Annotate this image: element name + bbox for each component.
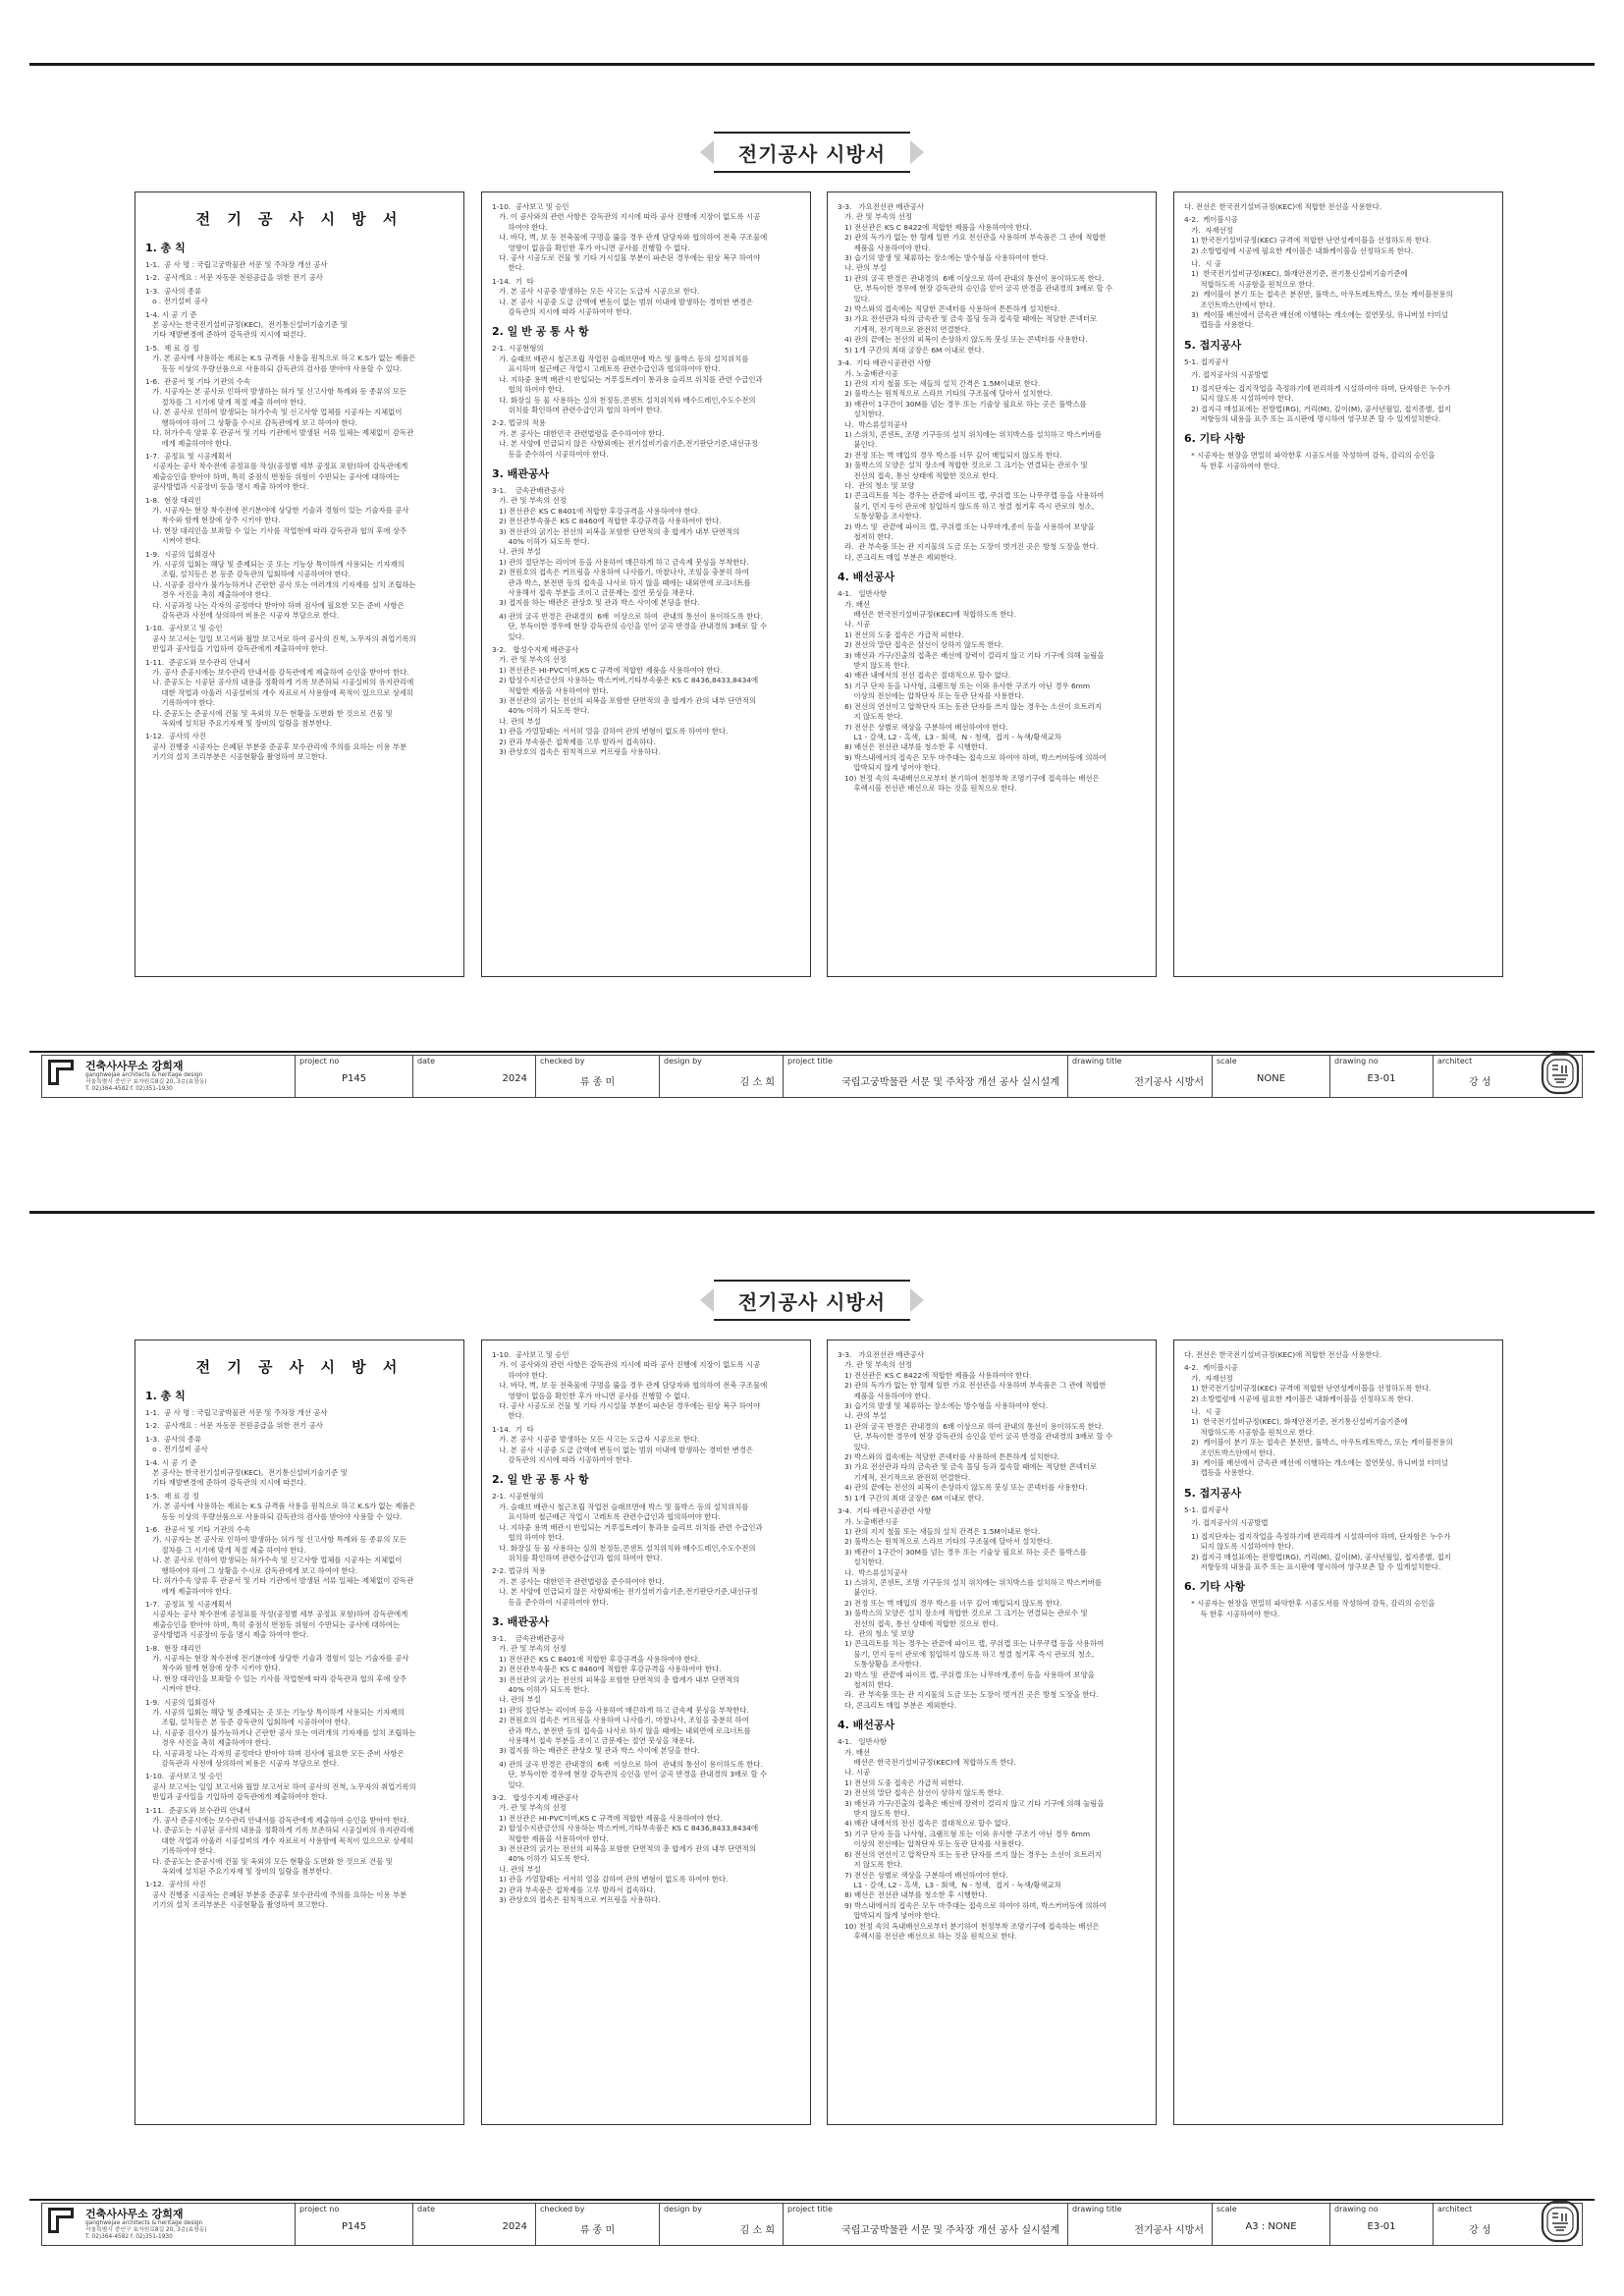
title-block — [41, 2203, 1583, 2246]
spec-paragraph: 1-11. 준공도와 보수관리 안내서 가. 공사 준공시에는 보수관리 안내서를 감독관에게 제출하여 승인을 받아야 한다. 나. 준공도는 시공된 공사의 내용을 정확하게 기록 보존하되 시공실비의 유지관리에 대한 작업과 아울러 시공설비의 개수 자료로서 사용함에 목적이 있으므로 상세히 기록하여야 한다. 다. 준공도는 준공시에 건물 및 옥외의 모든 현황을 도면화 한 것으로 건물 및 옥외에 설치된 주요기자재 및 장비의 일람을 첨부한다. — [145, 657, 414, 729]
scale-cell — [1213, 2204, 1330, 2245]
spec-paragraph: 1-2. 공사개요 : 서문 자동문 전원공급을 위한 전기 공사 — [145, 1421, 323, 1431]
drawing-title-value: 전기공사 시방서 — [1134, 2225, 1204, 2236]
spec-paragraph: 1-10. 공사보고 및 승인 공사 보고서는 일일 보고서와 월말 보고서로 하여 공사의 진척, 노무자의 취업기록의 반입과 공사일을 기입하여 감독관에게 제출하여야 한다. — [145, 1772, 416, 1802]
spec-banner-title: 전기공사 시방서 — [714, 132, 910, 173]
section-heading: 4. 배선공사 — [838, 571, 895, 584]
spec-paragraph: 3-4. 기타 배관시공관련 사항 가. 노출배관시공 1) 관의 지지 철물 또는 새들의 설치 간격은 1.5M이내로 한다. 2) 풀박스는 원칙적으로 스라브 기타의 구조물에 달아서 설치한다. 3) 배관이 1구간이 30M를 넘는 경우 또는 기술상 필요로 하는 곳은 풀박스를 설치한다. 나. 박스류설치공사 1) 스위치, 콘센트, 조명 기구등의 설치 위치에는 위치박스를 설치하고 박스커버를 붙인다. 2) 전정 또는 벽 매입의 경우 박스를 너무 깊어 매입되지 않도록 한다. 3) 풀박스의 모양은 설치 장소에 적합한 것으로 그 크기는 연결되는 관로수 및 전선의 접속, 통선 상태에 적합한 것으로 한다. 다. 관의 청소 및 보양 1) 콘크리트를 치는 경우는 관끝에 파이프 캡, 쿠쉬캡 또는 나무쿠캡 등을 사용하여 물기, 먼지 등이 관로에 침입하지 않도록 하고 청결 철거후 즉시 관로의 청소, 도통상황을 조사한다. 2) 박스 및 관끝에 파이프 캡, 쿠쉬캡 또는 나무마개,종이 등을 사용하여 보양을 철저히 한다. 라. 관 부속품 또는 관 지지물의 도금 또는 도장이 벗겨진 곳은 방청 도장을 한다. 다, 콘크리트 매입 부분은 제외한다. — [838, 358, 1105, 562]
section-heading: 1. 총 칙 — [145, 1390, 186, 1402]
project-no-value: P145 — [341, 1073, 367, 1084]
spec-paragraph: 나. 시 공 1) 한국전기설비규정(KEC), 화재안전기준, 전기통신설비기술기준에 적합하도록 시공함을 원칙으로 한다. 2) 케이블이 분기 또는 접속은 분전반, 풀박스, 아우트레트박스, 또는 케이블전용의 조인트박스안에서 한다. 3) 케이블 배선에서 금속관 배선에 이행하는 개소에는 절연붓싱, 유니버셜 터미널 캡등을 사용한다. — [1191, 259, 1453, 330]
project-title-label: project title — [787, 2205, 833, 2214]
spec-paragraph: 3-2. 합성수지제 배관공사 가. 관 및 부속의 선정 1) 전선관은 HI-PVC이며,KS C 규격에 적합한 제품을 사용하여야 한다. 2) 합성수지관금산의 사용하는 박스커버,기타부속품은 KS C 8436,8433,8434에 적합한 제품을 사용하여야 한다. 3) 전선관의 굵기는 전선의 피복을 포함한 단면적의 총 합계가 관의 내부 단면적의 40% 이하가 되도록 한다. 나. 관의 부설 1) 관을 가열할때는 서서히 열을 감하여 관의 변형이 없도록 하여야 한다. 2) 관과 부속품은 접착제를 고루 발라서 접속하다. 3) 관상호의 접속은 원칙적으로 커프링을 사용하다. — [492, 645, 759, 757]
section-heading: 5. 접지공사 — [1184, 338, 1242, 352]
spec-paragraph: 나. 시 공 1) 한국전기설비규정(KEC), 화재안전기준, 전기통신설비기술기준에 적합하도록 시공함을 원칙으로 한다. 2) 케이블이 분기 또는 접속은 분전반, 풀박스, 아우트레트박스, 또는 케이블전용의 조인트박스안에서 한다. 3) 케이블 배선에서 금속관 배선에 이행하는 개소에는 절연붓싱, 유니버셜 터미널 캡등을 사용한다. — [1191, 1407, 1453, 1478]
spec-paragraph: 4-1. 일반사항 가. 배선 배선은 한국전기설비규정(KEC)에 적합하도록 한다. 나. 시공 1) 전선의 도중 접속은 가급적 피한다. 2) 전선의 말단 접속은 삼선이 상하지 않도록 한다. 3) 배선과 가구/진출의 접촉은 배선에 장력이 걸리지 않고 기타 기구에 의해 눌림을 받지 않도록 한다. 4) 배관 내에서의 전선 접속은 절대적으로 할수 없다. 5) 기구 단자 등을 나사형, 크램프형 또는 이와 유사한 구조가 아닌 경우 6mm 이상의 전선에는 압착단자 또는 동관 단자를 사용한다. 6) 전선의 연선이고 압착단자 또는 동관 단자를 쓰지 않는 경우는 소선이 흐트러지 지 않도록 한다. 7) 전선은 상별로 색상을 구분하여 배선하여야 한다. L1 - 갈색, L2 - 흑색, L3 - 회색, N - 청색, 접지 - 녹색/황색교차 8) 배선은 전선관 내부를 청소한 후 시행한다. 9) 박스내에서의 접속은 모두 마주대는 접속으로 하여야 하며, 박스커버등에 의하여 압박되지 않게 넣어야 한다. 10) 천정 속의 옥내배선으로부터 분기하여 천정부착 조명기구에 접속하는 배선은 후렉시블 전선관 배선으로 하는 것을 원칙으로 한다. — [838, 589, 1107, 793]
firm-name-en: ganghwejae architects & heritage design — [85, 1072, 203, 1078]
spec-paragraph: 3-3. 가요전선관 배관공사 가. 관 및 부속의 선정 1) 전선관은 KS C 8422에 적합한 제품을 사용하여야 한다. 2) 관의 독가가 없는 한 혈제 일반 가요 전선관을 사용하며 부속품은 그 관에 적합한 제품을 사용하여야 한다. 3) 습기의 발생 및 체류하는 장소에는 방수형을 사용하여야 한다. 나. 관의 부설 1) 관의 굴곡 반경은 관내경의 6배 이상으로 하여 관내의 통선이 용이하도록 한다. 단, 부득이한 경우에 현장 감독관의 승인을 얻어 굴곡 반경을 관내경의 3배로 할 수 있다. 2) 박스와의 접속에는 적당한 콘넥터를 사용하여 튼튼하게 설치한다. 3) 가요 전선관과 타의 금속관 및 금속 몰딩 등과 접속할 때에는 적당한 콘넥터로 기계적, 전기적으로 완전히 연결한다. 4) 관의 끝에는 전선의 피복이 손상하지 않도록 붓싱 또는 콘넥터를 사용한다. 5) 1개 구간의 최대 굴장은 6M 이내로 한다. — [838, 1350, 1113, 1503]
firm-logo-icon — [48, 1060, 78, 1089]
spec-paragraph: 2-1. 시공현형의 가. 슬래브 배관시 철근조립 작업전 슬래브면에 박스 및 풀박스 등의 설치위치를 표시하며 철근배근 작업시 고레토록 관련수급인과 협의하여야 한다. 나. 지하중 용벽 배관시 반입되는 거푸집트레이 통과용 슬리브 위치를 관련 수급인과 협의 하여야 한다. 다. 화장실 등 물 사용하는 실의 천정등,콘센트 설치위치와 배수드레인,수도수전의 위치를 확인하며 관련수급인과 협의 하여야 한다. — [492, 1492, 763, 1562]
checked-by-value: 류 종 미 — [579, 1077, 616, 1088]
project-no-cell — [296, 1056, 413, 1097]
spec-paragraph: 1-1. 공 사 명 : 국립고궁박물관 서문 및 주차장 개선 공사 — [145, 1408, 328, 1417]
sheet-bottom-border — [29, 2199, 1595, 2201]
date-label: date — [417, 1057, 436, 1066]
design-by-value: 김 소 희 — [739, 1077, 775, 1088]
checked-by-label: checked by — [540, 2205, 585, 2214]
firm-phone: T. 02)364-4582 f. 02)351-1930 — [85, 2234, 173, 2240]
firm-address: 서울특별시 중인구 효자원로8길 20, 3층(효창동) — [85, 2227, 207, 2233]
spec-paragraph: 1-8. 현장 대리인 가. 시공자는 현장 착수전에 전기분야에 상당한 기술과 경험이 있는 기술자를 공사 착수와 함께 현장에 상주 시키야 한다. 나. 현장 대리인을 보좌할 수 있는 기사를 작업현에 따라 감독관과 협의 후에 상주 시켜야 한다. — [145, 1643, 409, 1694]
project-no-value: P145 — [341, 2221, 367, 2232]
spec-paragraph: * 시공자는 현장을 면밀히 파악한후 시공도서를 작성하여 감독, 감리의 승인을 득 한후 시공하여야 한다. — [1191, 1599, 1435, 1618]
project-title-cell — [784, 1056, 1068, 1097]
section-heading: 3. 배관공사 — [492, 466, 550, 480]
spec-column-2 — [481, 191, 811, 977]
drawing-no-label: drawing no — [1334, 2205, 1379, 2214]
spec-banner-title: 전기공사 시방서 — [714, 1280, 910, 1321]
section-heading: 2. 일 반 공 통 사 항 — [492, 325, 589, 339]
spec-paragraph: 3-3. 가요전선관 배관공사 가. 관 및 부속의 선정 1) 전선관은 KS C 8422에 적합한 제품을 사용하여야 한다. 2) 관의 독가가 없는 한 혈제 일반 가요 전선관을 사용하며 부속품은 그 관에 적합한 제품을 사용하여야 한다. 3) 습기의 발생 및 체류하는 장소에는 방수형을 사용하여야 한다. 나. 관의 부설 1) 관의 굴곡 반경은 관내경의 6배 이상으로 하여 관내의 통선이 용이하도록 한다. 단, 부득이한 경우에 현장 감독관의 승인을 얻어 굴곡 반경을 관내경의 3배로 할 수 있다. 2) 박스와의 접속에는 적당한 콘넥터를 사용하여 튼튼하게 설치한다. 3) 가요 전선관과 타의 금속관 및 금속 몰딩 등과 접속할 때에는 적당한 콘넥터로 기계적, 전기적으로 완전히 연결한다. 4) 관의 끝에는 전선의 피복이 손상하지 않도록 붓싱 또는 콘넥터를 사용한다. 5) 1개 구간의 최대 굴장은 6M 이내로 한다. — [838, 202, 1113, 355]
checked-by-cell — [536, 2204, 660, 2245]
project-no-label: project no — [299, 2205, 340, 2214]
scale-value: A3 : NONE — [1245, 2221, 1297, 2232]
spec-paragraph: 1-12. 공사의 사진 공사 진행중 시공자는 은폐된 부분중 준공후 보수관리에 주의를 요하는 이용 부분 기기의 설치 조리부분은 시공현황을 촬영하여 보고한다. — [145, 732, 407, 762]
project-no-cell — [296, 2204, 413, 2245]
drawing-no-cell — [1330, 2204, 1434, 2245]
project-no-label: project no — [299, 1057, 340, 1066]
firm-phone: T. 02)364-4582 f. 02)351-1930 — [85, 1086, 173, 1092]
drawing-title-label: drawing title — [1072, 2205, 1122, 2214]
spec-column-1 — [135, 1339, 464, 2125]
spec-column-3 — [827, 1339, 1157, 2125]
spec-paragraph: * 시공자는 현장을 면밀히 파악한후 시공도서를 작성하여 감독, 감리의 승인을 득 한후 시공하여야 한다. — [1191, 451, 1435, 470]
spec-paragraph: 1-14. 기 타 가. 본 공사 시공중 발생하는 모든 사고는 도급자 시공으로 한다. 나. 본 공사 시공중 도급 금액에 변동이 없는 범위 이내에 발생하는 경미한 변경은 감독관의 지시에 따라 시공하여야 한다. — [492, 276, 754, 317]
architect-label: architect — [1437, 1057, 1473, 1066]
spec-paragraph: 1-12. 공사의 사진 공사 진행중 시공자는 은폐된 부분중 준공후 보수관리에 주의를 요하는 이용 부분 기기의 설치 조리부분은 시공현황을 촬영하여 보고한다. — [145, 1880, 407, 1910]
spec-paragraph: 4-2. 케이블시공 가. 자재선정 1) 한국전기설비규정(KEC) 규격에 적합한 난연성케이블을 선정하도록 한다. 2) 소방법령에 시공에 필요한 케이블은 내화케이블을 선정하도록 한다. — [1184, 215, 1432, 255]
drawing-no-label: drawing no — [1334, 1057, 1379, 1066]
date-cell — [413, 2204, 536, 2245]
drawing-title-value: 전기공사 시방서 — [1134, 1077, 1204, 1088]
architect-label: architect — [1437, 2205, 1473, 2214]
spec-paragraph: 가. 접지공사의 시공방법 — [1184, 1518, 1269, 1528]
spec-paragraph: 4) 관의 굴곡 반경은 관내경의 6배 이상으로 하여 관내의 통선이 용이하도록 한다. 단, 부득이한 경우에 현장 감독관의 승인을 얻어 굴곡 반경을 관내경의 3배로 할 수 있다. — [499, 1759, 768, 1789]
spec-paragraph: 1-7. 공정표 및 시공계획서 시공자는 공사 착수전에 공정표를 작성(공정별 세부 공정표 포함)하여 감독관에게 제출승인을 받아야 하며, 특히 중점식 번점등 위험이 수반되는 공사에 대하여는 공사방법과 시공장비 등을 명시 제출 하여야 한다. — [145, 1599, 408, 1640]
checked-by-label: checked by — [540, 1057, 585, 1066]
spec-paragraph: 1-5. 재 료 검 정 가. 본 공사에 사용하는 재료는 K.S 규격품 사용을 원칙으로 하고 K.S가 없는 제품은 동등 이상의 우량선품으로 사용하되 감독관의 검사를 받아야 사용할 수 있다. — [145, 1491, 416, 1521]
design-by-cell — [660, 1056, 784, 1097]
spec-paragraph: 1-6. 관공서 및 기타 기관의 수속 가. 시공자는 본 공사로 인하여 발생하는 허가 및 신고사항 특례와 등 종류의 모든 절차를 그 시기에 맞게 적절 제출 하여야 한다. 나. 본 공사로 인하여 발생되는 허가수속 및 신고사항 업체를 시공자는 지체없이 행하여야 하여 그 상황을 수시로 감독관에게 보고 하여야 한다. 다. 허가수속 양류 후 관공서 및 기타 기관에서 발생된 서류 일체는 제체없이 감독관 에게 제출하여야 한다. — [145, 377, 414, 448]
drawing-no-cell — [1330, 1056, 1434, 1097]
architect-cell — [1434, 2204, 1582, 2245]
firm-address: 서울특별시 중인구 효자원로8길 20, 3층(효창동) — [85, 1079, 207, 1085]
spec-paragraph: 4) 관의 굴곡 반경은 관내경의 6배 이상으로 하여 관내의 통선이 용이하도록 한다. 단, 부득이한 경우에 현장 감독관의 승인을 얻어 굴곡 반경을 관내경의 3배로 할 수 있다. — [499, 611, 768, 641]
spec-paragraph: 4-1. 일반사항 가. 배선 배선은 한국전기설비규정(KEC)에 적합하도록 한다. 나. 시공 1) 전선의 도중 접속은 가급적 피한다. 2) 전선의 말단 접속은 삼선이 상하지 않도록 한다. 3) 배선과 가구/진출의 접촉은 배선에 장력이 걸리지 않고 기타 기구에 의해 눌림을 받지 않도록 한다. 4) 배관 내에서의 전선 접속은 절대적으로 할수 없다. 5) 기구 단자 등을 나사형, 크램프형 또는 이와 유사한 구조가 아닌 경우 6mm 이상의 전선에는 압착단자 또는 동관 단자를 사용한다. 6) 전선의 연선이고 압착단자 또는 동관 단자를 쓰지 않는 경우는 소선이 흐트러지 지 않도록 한다. 7) 전선은 상별로 색상을 구분하여 배선하여야 한다. L1 - 갈색, L2 - 흑색, L3 - 회색, N - 청색, 접지 - 녹색/황색교차 8) 배선은 전선관 내부를 청소한 후 시행한다. 9) 박스내에서의 접속은 모두 마주대는 접속으로 하여야 하며, 박스커버등에 의하여 압박되지 않게 넣어야 한다. 10) 천정 속의 옥내배선으로부터 분기하여 천정부착 조명기구에 접속하는 배선은 후렉시블 전선관 배선으로 하는 것을 원칙으로 한다. — [838, 1737, 1107, 1941]
design-by-value: 김 소 희 — [739, 2225, 775, 2236]
spec-paragraph: 1-11. 준공도와 보수관리 안내서 가. 공사 준공시에는 보수관리 안내서를 감독관에게 제출하여 승인을 받아야 한다. 나. 준공도는 시공된 공사의 내용을 정확하게 기록 보존하되 시공실비의 유지관리에 대한 작업과 아울러 시공설비의 개수 자료로서 사용함에 목적이 있으므로 상세히 기록하여야 한다. 다. 준공도는 준공시에 건물 및 옥외의 모든 현황을 도면화 한 것으로 건물 및 옥외에 설치된 주요기자재 및 장비의 일람을 첨부한다. — [145, 1805, 414, 1877]
architect-name: 강 성 — [1469, 1077, 1491, 1088]
spec-paragraph: 5-1. 접지공사 — [1184, 1504, 1229, 1514]
spec-paragraph: 1-3. 공사의 종류 o . 전기설비 공사 — [145, 1434, 208, 1454]
spec-paragraph: 1-4. 시 공 기 준 본 공사는 한국전기설비규정(KEC), 전기통신설비기술기준 및 기타 재발변경에 준하여 감독관의 지시에 따른다. — [145, 1457, 348, 1488]
scale-cell — [1213, 1056, 1330, 1097]
spec-column-1 — [135, 191, 464, 977]
firm-info — [42, 2204, 296, 2245]
design-by-label: design by — [664, 1057, 702, 1066]
section-heading: 4. 배선공사 — [838, 1719, 895, 1732]
spec-paragraph: 3-1. 금속관배관공사 가. 관 및 부속의 선정 1) 전선관은 KS C 8401에 적합한 후강규격을 사용하여야 한다. 2) 전선관부속품은 KS C 8460에 적합한 후강규격을 사용하여야 한다. 3) 전선관의 굵기는 전선의 피복을 포함한 단면적의 총 합계가 내부 단면적의 40% 이하가 되도록 한다. 나. 관의 부설 1) 관의 절단부는 리이머 등을 사용하여 매끈하게 하고 금속제 붓싱을 부착한다. 2) 전원호의 접속은 커프링을 사용하여 나사를기, 마찰나사, 조임을 충분히 하여 관과 박스, 분전반 등의 접속을 나사로 하지 않을 때에는 내외면에 로크너트를 사용해서 접속 부분을 조이고 금문제는 절연 붓싱을 채운다. 3) 접지를 하는 배관은 관상호 및 관과 박스 사이에 본딩을 한다. — [492, 1633, 751, 1756]
spec-paragraph: 다. 전선은 한국전기설비규정(KEC)에 적합한 전선을 사용한다. — [1184, 1350, 1382, 1359]
spec-paragraph: 1-10. 공사보고 및 승인 공사 보고서는 일일 보고서와 월말 보고서로 하여 공사의 진척, 노무자의 취업기록의 반입과 공사일을 기입하여 감독관에게 제출하여야 한다. — [145, 624, 416, 654]
spec-paragraph: 1-3. 공사의 종류 o . 전기설비 공사 — [145, 286, 208, 306]
spec-paragraph: 가. 접지공사의 시공방법 — [1184, 370, 1269, 380]
spec-paragraph: 1-7. 공정표 및 시공계획서 시공자는 공사 착수전에 공정표를 작성(공정별 세부 공정표 포함)하여 감독관에게 제출승인을 받아야 하며, 특히 중점식 번점등 위험이 수반되는 공사에 대하여는 공사방법과 시공장비 등을 명시 제출 하여야 한다. — [145, 451, 408, 492]
firm-name: 건축사사무소 강희재 — [85, 2208, 184, 2220]
spec-paragraph: 다. 전선은 한국전기설비규정(KEC)에 적합한 전선을 사용한다. — [1184, 202, 1382, 211]
drawing-title-cell — [1068, 1056, 1213, 1097]
section-heading: 3. 배관공사 — [492, 1614, 550, 1628]
drawing-no-value: E3-01 — [1367, 1073, 1396, 1084]
drawing-title-cell — [1068, 2204, 1213, 2245]
date-label: date — [417, 2205, 436, 2214]
scale-label: scale — [1217, 2205, 1237, 2214]
spec-paragraph: 2-2. 법규의 적용 가. 본 공사는 대한민국 관련법령을 준수하여야 한다. 나. 본 사양에 언급되지 않은 사항외에는 전기설비기술기준,전기판단기준,내선규정 등을 준수하여 시공하여야 한다. — [492, 418, 758, 459]
spec-paragraph: 1) 접지단자는 접지작업을 측정하기에 편리하게 시설하여야 하며, 단자함은 누수가 되지 않도록 시설하여야 한다. 2) 접지극 매설표에는 전방법(RG), 거리(M), 깊이(M), 공사년월일, 접지종별, 접지 저항등의 내용을 표주 또는 표시판에 명시하여 영구보존 할 수 있게설치한다. — [1191, 383, 1451, 423]
sheet-bottom-border — [29, 1051, 1595, 1053]
architect-seal-stamp — [1541, 2200, 1580, 2243]
spec-paragraph: 4-2. 케이블시공 가. 자재선정 1) 한국전기설비규정(KEC) 규격에 적합한 난연성케이블을 선정하도록 한다. 2) 소방법령에 시공에 필요한 케이블은 내화케이블을 선정하도록 한다. — [1184, 1363, 1432, 1403]
spec-paragraph: 1-9. 시공의 입회검사 가. 시공의 입회는 해당 및 준제되는 곳 또는 기능상 특이하게 사용되는 기자재의 조립, 설치등은 본 등준 감독관의 입회하에 시공하여야 한다. 나. 시공중 검사가 불가능하거나 곤란한 공사 또는 여러개의 기자재를 설치 조립하는 경우 사진을 촉히 제출하여야 한다. 다. 시공과정 나는 각자의 공정마다 받아야 하며 검사에 필요한 모든 준비 사항은 감독관과 사전에 상의하여 비용은 시공자 부담으로 한다. — [145, 549, 416, 620]
project-title-cell — [784, 2204, 1068, 2245]
section-heading: 6. 기타 사항 — [1184, 1580, 1245, 1594]
checked-by-value: 류 종 미 — [579, 2225, 616, 2236]
architect-seal-stamp — [1541, 1052, 1580, 1095]
firm-info — [42, 1056, 296, 1097]
section-heading: 2. 일 반 공 통 사 항 — [492, 1473, 589, 1487]
spec-paragraph: 1-1. 공 사 명 : 국립고궁박물관 서문 및 주차장 개선 공사 — [145, 260, 328, 269]
spec-paragraph: 3-4. 기타 배관시공관련 사항 가. 노출배관시공 1) 관의 지지 철물 또는 새들의 설치 간격은 1.5M이내로 한다. 2) 풀박스는 원칙적으로 스라브 기타의 구조물에 달아서 설치한다. 3) 배관이 1구간이 30M를 넘는 경우 또는 기술상 필요로 하는 곳은 풀박스를 설치한다. 나. 박스류설치공사 1) 스위치, 콘센트, 조명 기구등의 설치 위치에는 위치박스를 설치하고 박스커버를 붙인다. 2) 전정 또는 벽 매입의 경우 박스를 너무 깊어 매입되지 않도록 한다. 3) 풀박스의 모양은 설치 장소에 적합한 것으로 그 크기는 연결되는 관로수 및 전선의 접속, 통선 상태에 적합한 것으로 한다. 다. 관의 청소 및 보양 1) 콘크리트를 치는 경우는 관끝에 파이프 캡, 쿠쉬캡 또는 나무쿠캡 등을 사용하여 물기, 먼지 등이 관로에 침입하지 않도록 하고 청결 철거후 즉시 관로의 청소, 도통상황을 조사한다. 2) 박스 및 관끝에 파이프 캡, 쿠쉬캡 또는 나무마개,종이 등을 사용하여 보양을 철저히 한다. 라. 관 부속품 또는 관 지지물의 도금 또는 도장이 벗겨진 곳은 방청 도장을 한다. 다, 콘크리트 매입 부분은 제외한다. — [838, 1506, 1105, 1710]
scale-label: scale — [1217, 1057, 1237, 1066]
spec-paragraph: 1-5. 재 료 검 정 가. 본 공사에 사용하는 재료는 K.S 규격품 사용을 원칙으로 하고 K.S가 없는 제품은 동등 이상의 우량선품으로 사용하되 감독관의 검사를 받아야 사용할 수 있다. — [145, 343, 416, 373]
spec-paragraph: 1-2. 공사개요 : 서문 자동문 전원공급을 위한 전기 공사 — [145, 273, 323, 283]
project-title-value: 국립고궁박물관 서문 및 주차장 개선 공사 실시설계 — [841, 2225, 1059, 2236]
spec-paragraph: 2-2. 법규의 적용 가. 본 공사는 대한민국 관련법령을 준수하여야 한다. 나. 본 사양에 언급되지 않은 사항외에는 전기설비기술기준,전기판단기준,내선규정 등을 준수하여 시공하여야 한다. — [492, 1566, 758, 1607]
architect-name: 강 성 — [1469, 2225, 1491, 2236]
spec-paragraph: 5-1. 접지공사 — [1184, 356, 1229, 366]
date-value: 2024 — [502, 1073, 527, 1084]
project-title-value: 국립고궁박물관 서문 및 주차장 개선 공사 실시설계 — [841, 1077, 1059, 1088]
spec-paragraph: 1-6. 관공서 및 기타 기관의 수속 가. 시공자는 본 공사로 인하여 발생하는 허가 및 신고사항 특례와 등 종류의 모든 절차를 그 시기에 맞게 적절 제출 하여야 한다. 나. 본 공사로 인하여 발생되는 허가수속 및 신고사항 업체를 시공자는 지체없이 행하여야 하여 그 상황을 수시로 감독관에게 보고 하여야 한다. 다. 허가수속 양류 후 관공서 및 기타 기관에서 발생된 서류 일체는 제체없이 감독관 에게 제출하여야 한다. — [145, 1525, 414, 1596]
spec-paragraph: 1-8. 현장 대리인 가. 시공자는 현장 착수전에 전기분야에 상당한 기술과 경험이 있는 기술자를 공사 착수와 함께 현장에 상주 시키야 한다. 나. 현장 대리인을 보좌할 수 있는 기사를 작업현에 따라 감독관과 협의 후에 상주 시켜야 한다. — [145, 495, 409, 546]
spec-paragraph: 1-10. 공사보고 및 승인 가. 이 공사와의 관련 사항은 감독관의 지시에 따라 공사 진행에 지장이 없도록 시공 하여야 한다. 나. 바닥, 벽, 보 등 전축물에 구멍을 뚫을 경우 관계 담당자와 협의하여 전축 구조물에 영향이 없음을 확인한 후가 아니면 공사를 진행할 수 없다. 다. 공사 시공도로 건물 및 기타 가시설물 부분이 파손된 경우에는 원상 복구 하여야 한다. — [492, 202, 768, 273]
spec-paragraph: 1-9. 시공의 입회검사 가. 시공의 입회는 해당 및 준제되는 곳 또는 기능상 특이하게 사용되는 기자재의 조립, 설치등은 본 등준 감독관의 입회하에 시공하여야 한다. 나. 시공중 검사가 불가능하거나 곤란한 공사 또는 여러개의 기자재를 설치 조립하는 경우 사진을 촉히 제출하여야 한다. 다. 시공과정 나는 각자의 공정마다 받아야 하며 검사에 필요한 모든 준비 사항은 감독관과 사전에 상의하여 비용은 시공자 부담으로 한다. — [145, 1697, 416, 1768]
firm-logo-icon — [48, 2208, 78, 2237]
spec-paragraph: 2-1. 시공현형의 가. 슬래브 배관시 철근조립 작업전 슬래브면에 박스 및 풀박스 등의 설치위치를 표시하며 철근배근 작업시 고레토록 관련수급인과 협의하여야 한다. 나. 지하중 용벽 배관시 반입되는 거푸집트레이 통과용 슬리브 위치를 관련 수급인과 협의 하여야 한다. 다. 화장실 등 물 사용하는 실의 천정등,콘센트 설치위치와 배수드레인,수도수전의 위치를 확인하며 관련수급인과 협의 하여야 한다. — [492, 344, 763, 414]
date-value: 2024 — [502, 2221, 527, 2232]
spec-paragraph: 1-10. 공사보고 및 승인 가. 이 공사와의 관련 사항은 감독관의 지시에 따라 공사 진행에 지장이 없도록 시공 하여야 한다. 나. 바닥, 벽, 보 등 전축물에 구멍을 뚫을 경우 관계 담당자와 협의하여 전축 구조물에 영향이 없음을 확인한 후가 아니면 공사를 진행할 수 없다. 다. 공사 시공도로 건물 및 기타 가시설물 부분이 파손된 경우에는 원상 복구 하여야 한다. — [492, 1350, 768, 1421]
date-cell — [413, 1056, 536, 1097]
drawing-no-value: E3-01 — [1367, 2221, 1396, 2232]
scale-value: NONE — [1256, 1073, 1286, 1084]
architect-cell — [1434, 1056, 1582, 1097]
design-by-cell — [660, 2204, 784, 2245]
section-heading: 5. 접지공사 — [1184, 1486, 1242, 1500]
title-block — [41, 1055, 1583, 1098]
spec-paragraph: 3-1. 금속관배관공사 가. 관 및 부속의 선정 1) 전선관은 KS C 8401에 적합한 후강규격을 사용하여야 한다. 2) 전선관부속품은 KS C 8460에 적합한 후강규격을 사용하여야 한다. 3) 전선관의 굵기는 전선의 피복을 포함한 단면적의 총 합계가 내부 단면적의 40% 이하가 되도록 한다. 나. 관의 부설 1) 관의 절단부는 리이머 등을 사용하여 매끈하게 하고 금속제 붓싱을 부착한다. 2) 전원호의 접속은 커프링을 사용하여 나사를기, 마찰나사, 조임을 충분히 하여 관과 박스, 분전반 등의 접속을 나사로 하지 않을 때에는 내외면에 로크너트를 사용해서 접속 부분을 조이고 금문제는 절연 붓싱을 채운다. 3) 접지를 하는 배관은 관상호 및 관과 박스 사이에 본딩을 한다. — [492, 485, 751, 608]
spec-paragraph: 1) 접지단자는 접지작업을 측정하기에 편리하게 시설하여야 하며, 단자함은 누수가 되지 않도록 시설하여야 한다. 2) 접지극 매설표에는 전방법(RG), 거리(M), 깊이(M), 공사년월일, 접지종별, 접지 저항등의 내용을 표주 또는 표시판에 명시하여 영구보존 할 수 있게설치한다. — [1191, 1531, 1451, 1571]
project-title-label: project title — [787, 1057, 833, 1066]
sheet-top-border — [29, 63, 1595, 66]
document-title: 전 기 공 사 시 방 서 — [195, 1358, 404, 1376]
spec-column-4 — [1173, 1339, 1503, 2125]
drawing-sheet-2 — [0, 1148, 1624, 2296]
firm-name-en: ganghwejae architects & heritage design — [85, 2220, 203, 2226]
spec-paragraph: 1-4. 시 공 기 준 본 공사는 한국전기설비규정(KEC), 전기통신설비기술기준 및 기타 재발변경에 준하여 감독관의 지시에 따른다. — [145, 309, 348, 340]
section-heading: 1. 총 칙 — [145, 242, 186, 254]
checked-by-cell — [536, 1056, 660, 1097]
design-by-label: design by — [664, 2205, 702, 2214]
section-heading: 6. 기타 사항 — [1184, 432, 1245, 446]
document-title: 전 기 공 사 시 방 서 — [195, 210, 404, 228]
spec-column-3 — [827, 191, 1157, 977]
spec-column-2 — [481, 1339, 811, 2125]
spec-column-4 — [1173, 191, 1503, 977]
drawing-title-label: drawing title — [1072, 1057, 1122, 1066]
sheet-top-border — [29, 1211, 1595, 1214]
spec-paragraph: 1-14. 기 타 가. 본 공사 시공중 발생하는 모든 사고는 도급자 시공으로 한다. 나. 본 공사 시공중 도급 금액에 변동이 없는 범위 이내에 발생하는 경미한 변경은 감독관의 지시에 따라 시공하여야 한다. — [492, 1424, 754, 1465]
spec-paragraph: 3-2. 합성수지제 배관공사 가. 관 및 부속의 선정 1) 전선관은 HI-PVC이며,KS C 규격에 적합한 제품을 사용하여야 한다. 2) 합성수지관금산의 사용하는 박스커버,기타부속품은 KS C 8436,8433,8434에 적합한 제품을 사용하여야 한다. 3) 전선관의 굵기는 전선의 피복을 포함한 단면적의 총 합계가 관의 내부 단면적의 40% 이하가 되도록 한다. 나. 관의 부설 1) 관을 가열할때는 서서히 열을 감하여 관의 변형이 없도록 하여야 한다. 2) 관과 부속품은 접착제를 고루 발라서 접속하다. 3) 관상호의 접속은 원칙적으로 커프링을 사용하다. — [492, 1793, 759, 1905]
firm-name: 건축사사무소 강희재 — [85, 1060, 184, 1072]
